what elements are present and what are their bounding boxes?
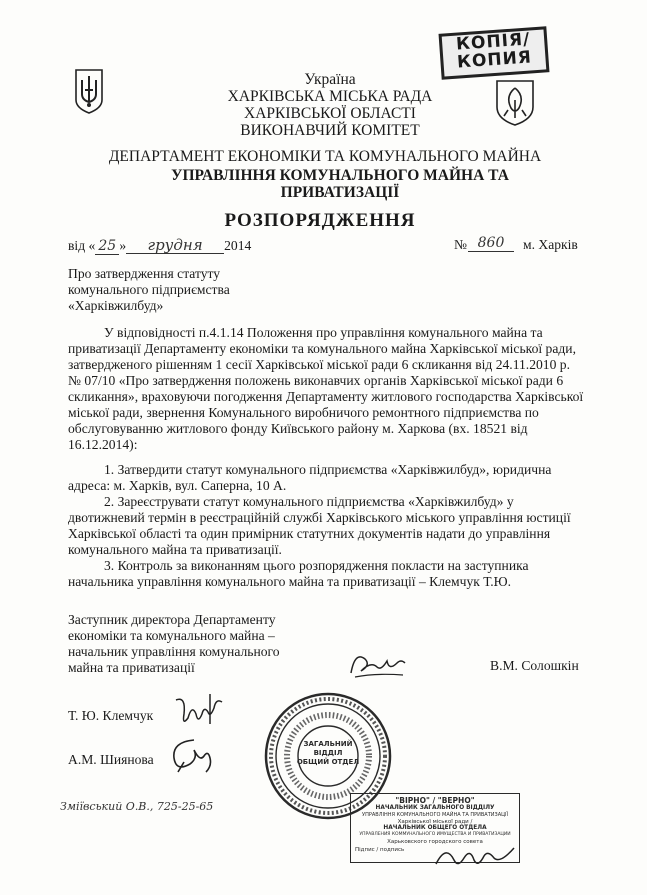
rect-stamp-line: "ВІРНО" / "ВЕРНО"	[395, 796, 475, 805]
preamble-line: приватизації Департаменту економіки та комунального майна Харківської міської ради,	[68, 341, 576, 356]
order-item-line: 3. Контроль за виконанням цього розпорядження покласти на заступника	[104, 558, 529, 573]
number-prefix: №	[454, 237, 467, 252]
preamble-line: обслуговуванню житлового фонду Київського району м. Харкова (вх. 18521 від	[68, 421, 528, 436]
signatory-position	[68, 612, 308, 676]
approval-signature	[170, 692, 230, 732]
round-seal-center	[296, 740, 360, 767]
certifier-signature	[430, 840, 520, 874]
rect-stamp-line: УПРАВЛЕНИЯ КОММУНАЛЬНОГО ИМУЩЕСТВА И ПРИВАТИЗАЦИИ	[359, 832, 511, 837]
subject-line: Про затвердження статуту	[68, 266, 221, 281]
preamble-line: 16.12.2014):	[68, 437, 138, 452]
header-council-line3: ВИКОНАВЧИЙ КОМІТЕТ	[240, 122, 420, 139]
order-item-2	[68, 494, 588, 558]
copy-stamp	[439, 26, 550, 79]
ukraine-trident-icon	[74, 68, 104, 114]
directorate-line2: ПРИВАТИЗАЦІЇ	[280, 184, 400, 201]
rect-stamp-line: Харківської міської ради /	[397, 818, 473, 825]
order-item-line: 1. Затвердити статут комунального підприємства «Харківжилбуд», юридична	[104, 462, 552, 477]
approval-name: А.М. Шиянова	[68, 752, 154, 767]
order-item-line: 2. Зареєструвати статут комунального підприємства «Харківжилбуд» у	[104, 494, 514, 509]
signatory-name: В.М. Солошкін	[490, 658, 579, 673]
header-council-line2: ХАРКІВСЬКОЇ ОБЛАСТІ	[244, 105, 416, 122]
department-title: ДЕПАРТАМЕНТ ЕКОНОМІКИ ТА КОМУНАЛЬНОГО МАЙНА	[108, 148, 542, 165]
directorate-line1: УПРАВЛІННЯ КОМУНАЛЬНОГО МАЙНА ТА	[171, 167, 509, 184]
position-line: майна та приватизації	[68, 660, 195, 675]
copy-stamp-line2: КОПИЯ	[456, 47, 533, 73]
rect-stamp-sign-label: Підпис / подпись	[355, 847, 405, 853]
order-item-line: комунального майна та приватизації.	[68, 542, 282, 557]
position-line: начальник управління комунального	[68, 644, 280, 659]
order-item-line: Харківської області та один примірник статутних документів надати до управління	[68, 526, 551, 541]
position-line: економіки та комунального майна –	[68, 628, 275, 643]
date-month: грудня	[126, 237, 224, 254]
kharkiv-emblem-icon	[494, 78, 536, 128]
city: м. Харків	[523, 237, 578, 252]
header-block	[200, 71, 460, 139]
date-number-line	[68, 237, 588, 257]
approval-signature	[164, 732, 220, 776]
preamble-line: скликання», враховуючи погодження Департаменту житлового господарства Харківської	[68, 389, 584, 404]
date-year: 2014	[224, 238, 252, 253]
order-item-3	[68, 558, 588, 590]
document-type: РОЗПОРЯДЖЕННЯ	[224, 210, 416, 231]
preamble-line: № 07/10 «Про затвердження положень виконавчих органів Харківської міської ради 6	[68, 373, 564, 388]
subject-line: комунального підприємства	[68, 282, 230, 297]
directorate-title	[90, 167, 590, 201]
preamble-line: міської ради, звернення Комунального виробничого ремонтного підприємства по	[68, 405, 539, 420]
order-number: 860	[468, 235, 514, 252]
order-item-1	[68, 462, 588, 494]
position-line: Заступник директора Департаменту	[68, 612, 276, 627]
rect-stamp-line: НАЧАЛЬНИК ОБЩЕГО ОТДЕЛА	[383, 825, 487, 831]
rect-stamp-line: Харьковского городского совета	[387, 838, 483, 845]
date-day: 25	[95, 238, 119, 255]
approval-name: Т. Ю. Клемчук	[68, 708, 154, 723]
preamble-line: затвердженого рішенням 1 сесії Харківської міської ради 6 скликання від 24.11.2010 р.	[68, 357, 570, 372]
preamble	[68, 325, 588, 453]
header-council-line1: ХАРКІВСЬКА МІСЬКА РАДА	[227, 88, 433, 105]
rect-stamp-line: НАЧАЛЬНИК ЗАГАЛЬНОГО ВІДДІЛУ	[375, 805, 495, 811]
subject-block	[68, 266, 268, 314]
date-prefix: від «	[68, 238, 96, 253]
order-item-line: адреса: м. Харків, вул. Саперна, 10 А.	[68, 478, 287, 493]
subject-line: «Харківжилбуд»	[68, 298, 164, 313]
director-signature	[345, 645, 415, 685]
date-mid: »	[119, 238, 127, 253]
copy-stamp-line1: КОПІЯ/	[455, 29, 531, 55]
executor-contact: Зміївський О.В., 725-25-65	[60, 800, 214, 813]
header-country: Україна	[304, 71, 356, 88]
seal-center-line: ОБЩИЙ ОТДЕЛ	[296, 758, 360, 766]
order-item-line: двотижневий термін в реєстраційній службі Харківського міського управління юстиції	[68, 510, 571, 525]
preamble-line: У відповідності п.4.1.14 Положення про управління комунального майна та	[104, 325, 543, 340]
order-item-line: начальника управління комунального майна та приватизації – Клемчук Т.Ю.	[68, 574, 511, 589]
rect-stamp-line: УПРАВЛІННЯ КОМУНАЛЬНОГО МАЙНА ТА ПРИВАТИЗАЦІЇ	[362, 812, 508, 818]
seal-center-line: ВІДДІЛ	[313, 749, 343, 757]
seal-center-line: ЗАГАЛЬНИЙ	[303, 740, 353, 748]
order-items	[68, 462, 588, 590]
